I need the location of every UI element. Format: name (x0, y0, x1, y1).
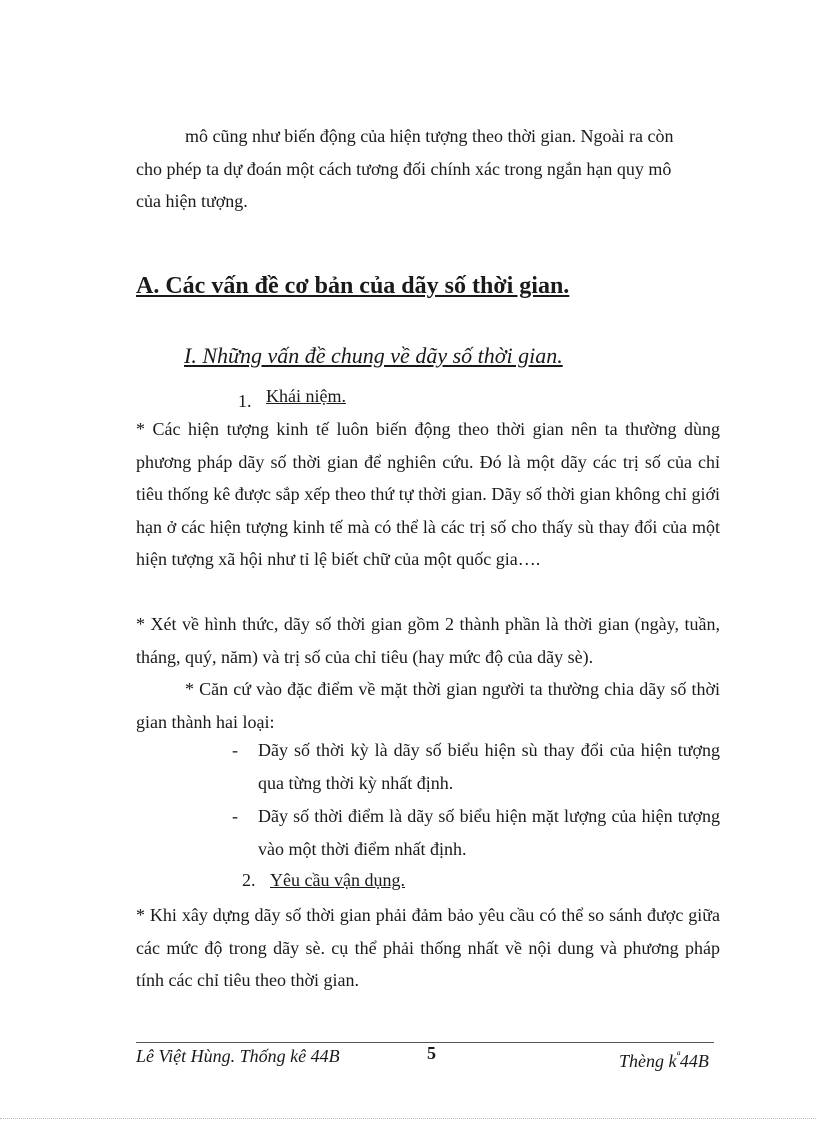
footer-page-number: 5 (427, 1043, 436, 1063)
item-2-number: 2. (242, 870, 256, 890)
item-2-title: Yêu cầu vận dụng. (270, 870, 405, 890)
bullet-dash-icon: - (232, 806, 238, 826)
list-item (232, 800, 720, 865)
section-a-heading: A. Các vấn đề cơ bản của dãy số thời gian. (136, 273, 570, 299)
concept-paragraph-2: * Xét về hình thức, dãy số thời gian gồm 2 thành phần là thời gian (ngày, tuần, tháng, quý, năm) và trị số của chỉ tiêu (hay mức độ của dãy sè). (136, 614, 720, 667)
intro-line-1: mô cũng như biến động của hiện tượng theo thời gian. Ngoài ra còn (185, 126, 674, 146)
item-2-heading (242, 866, 405, 894)
list-item-text: Dãy số thời điểm là dãy số biểu hiện mặt lượng của hiện tượng vào một thời điểm nhất định. (258, 806, 720, 859)
item-1-heading (238, 382, 346, 410)
item-1-number: 1. (238, 391, 252, 411)
intro-line-3: của hiện tượng. (136, 191, 248, 211)
footer-class-prefix: Thèng k (619, 1051, 677, 1071)
intro-paragraph (136, 120, 720, 218)
footer-class-suffix: 44B (679, 1051, 709, 1071)
item-1-title: Khái niệm. (266, 386, 346, 406)
section-i-heading: I. Những vấn đề chung về dãy số thời gian. (184, 343, 563, 368)
list-item (232, 734, 720, 799)
requirement-paragraph: * Khi xây dựng dãy số thời gian phải đảm bảo yêu cầu có thể so sánh được giữa các mức độ trong dãy sè. cụ thể phải thống nhất về nội dung và phương pháp tính các chỉ tiêu theo thời gian. (136, 905, 720, 990)
footer-author: Lê Việt Hùng. Thống kê 44B (136, 1046, 340, 1066)
list-item-text: Dãy số thời kỳ là dãy số biểu hiện sù thay đổi của hiện tượng qua từng thời kỳ nhất định. (258, 740, 720, 793)
footer-class-sup: ª (676, 1049, 680, 1063)
concept-paragraph-3: * Căn cứ vào đặc điểm về mặt thời gian người ta thường chia dãy số thời gian thành hai loại: (136, 679, 720, 732)
bullet-dash-icon: - (232, 740, 238, 760)
page-bottom-dotted-edge (0, 1118, 816, 1119)
footer-class-label (619, 1043, 709, 1074)
concept-paragraph-1: * Các hiện tượng kinh tế luôn biến động theo thời gian nên ta thường dùng phương pháp dãy số thời gian để nghiên cứu. Đó là một dãy các trị số của chỉ tiêu thống kê được sắp xếp theo thứ tự thời gian. Dãy số thời gian không chỉ giới hạn ở các hiện tượng kinh tế mà có thể là các trị số cho thấy sù thay đổi của một hiện tượng xã hội như tỉ lệ biết chữ của một quốc gia…. (136, 419, 720, 569)
intro-line-2: cho phép ta dự đoán một cách tương đối chính xác trong ngắn hạn quy mô (136, 158, 672, 179)
